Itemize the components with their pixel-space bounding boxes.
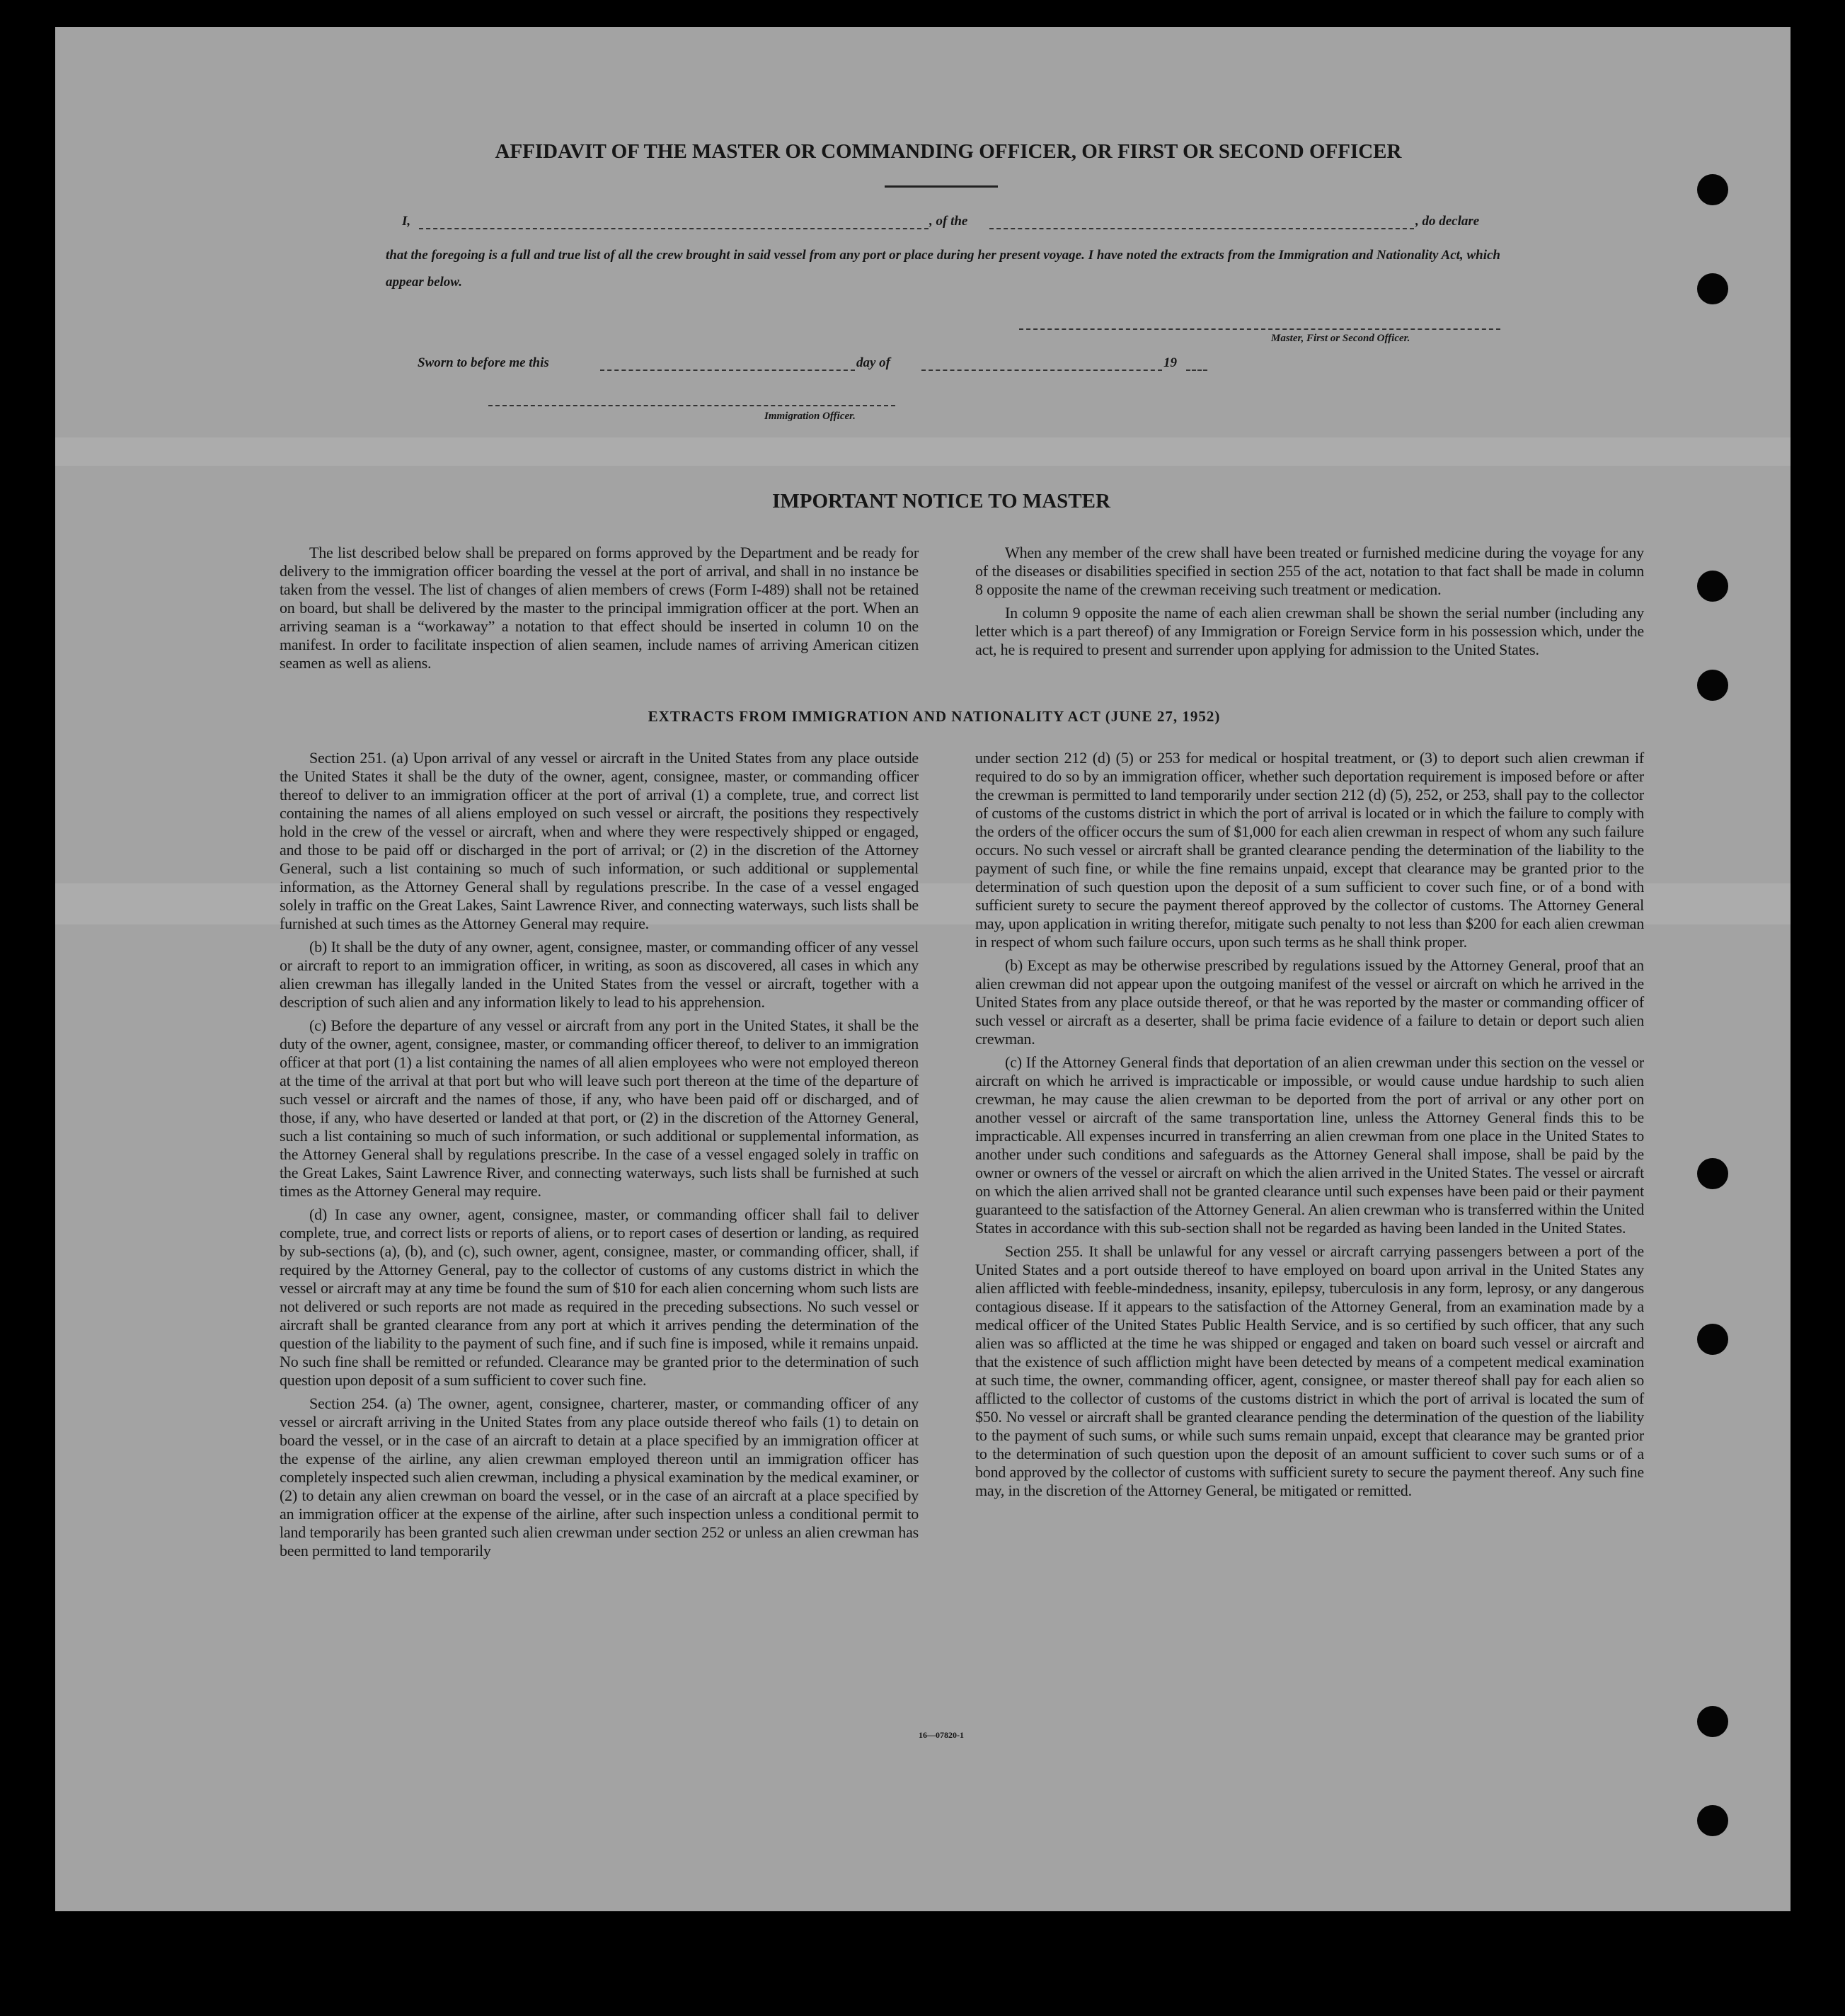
sworn-line	[418, 355, 1267, 377]
extracts-right-column	[975, 749, 1644, 1505]
statute-paragraph: under section 212 (d) (5) or 253 for medical or hospital treatment, or (3) to deport such alien crewman if required to do so by an immigration officer, whether such deportation requirement is imposed before or after the crewman is permitted to land temporarily under section 212 (d) (5), 252, or 253, shall pay to the collector of customs of the customs district in which the port of arrival is located or in which the failure to comply with the orders of the officer occurs the sum of $1,000 for each alien crewman in respect of whom any such failure occurs. No such vessel or aircraft shall be granted clearance pending the determination of the liability to the payment of such fine, or while the fine remains unpaid, except that clearance may be granted prior to the determination of such question upon the deposit of a sum sufficient to cover such fine, or of a bond with sufficient surety to secure the payment thereof approved by the collector of customs. The Attorney General may, upon application in writing therefor, mitigate such penalty to not less than $200 for each alien crewman in respect of whom such failure occurs, upon such terms as he shall think proper.	[975, 749, 1644, 951]
statute-paragraph: Section 255. It shall be unlawful for any vessel or aircraft carrying passengers between a port of the United States and a port outside thereof to have employed on board upon arrival in the United States any alien afflicted with feeble-mindedness, insanity, epilepsy, tuberculosis in any form, leprosy, or any dangerous contagious disease. If it appears to the satisfaction of the Attorney General, from an examination made by a medical officer of the United States Public Health Service, and is so certified by such officer, that any such alien was so afflicted at the time he was shipped or engaged and taken on board such vessel or aircraft and that the existence of such affliction might have been detected by means of a competent medical examination at such time, the owner, commanding officer, agent, consignee, or master thereof shall pay for each alien so afflicted to the collector of customs of the customs district in which the port of arrival is located the sum of $50. No vessel or aircraft shall be granted clearance pending the determination of the question of the liability to the payment of such sums, or while such sums remain unpaid, except that clearance may be granted prior to the determination of such question upon the deposit of an amount sufficient to cover such sums or of a bond approved by the collector of customs with sufficient surety to secure the payment thereof. Any such fine may, in the discretion of the Attorney General, be mitigated or remitted.	[975, 1242, 1644, 1499]
immigration-officer-signature-line[interactable]	[488, 405, 895, 406]
punch-hole-icon	[1697, 273, 1728, 304]
punch-hole-icon	[1697, 1158, 1728, 1189]
notice-title: IMPORTANT NOTICE TO MASTER	[772, 490, 1110, 512]
punch-hole-icon	[1697, 1706, 1728, 1737]
extracts-left-column	[280, 749, 919, 1565]
statute-paragraph: (d) In case any owner, agent, consignee, master, or commanding officer shall fail to deliver complete, true, and correct lists or reports of aliens, or to report cases of desertion or landing, as required by sub-sections (a), (b), and (c), such owner, agent, consignee, master, or commanding officer, shall, if required by the Attorney General, pay to the collector of customs of any customs district in which the vessel or aircraft may at any time be found the sum of $10 for each alien concerning whom such lists are not delivered or such reports are not made as required in the preceding subsections. No such vessel or aircraft shall be granted clearance from any port at which it arrives pending the determination of the question of the liability to the payment of such fine, and if such fine is imposed, while it remains unpaid. No such fine shall be remitted or refunded. Clearance may be granted prior to the determination of such question upon deposit of a sum sufficient to cover such fine.	[280, 1205, 919, 1389]
sworn-day-field[interactable]	[600, 370, 855, 371]
scan-band	[55, 437, 1791, 466]
punch-hole-icon	[1697, 670, 1728, 701]
statute-paragraph: (c) If the Attorney General finds that deportation of an alien crewman under this section on the vessel or aircraft on which he arrived is impracticable or impossible, or would cause undue hardship to such alien crewman, he may cause the alien crewman to be deported from the port of arrival or any other port on another vessel or aircraft of the same transportation line, unless the Attorney General finds this to be impracticable. All expenses incurred in transferring an alien crewman from one place in the United States to another under such conditions and safeguards as the Attorney General shall impose, shall be paid by the owner or owners of the vessel or aircraft on which the alien arrived in the United States. The vessel or aircraft on which the alien arrived shall not be granted clearance until such expenses have been paid or their payment guaranteed to the satisfaction of the Attorney General. An alien crewman who is transferred within the United States in accordance with this sub-section shall not be regarded as having been landed in the United States.	[975, 1053, 1644, 1237]
statute-paragraph: Section 254. (a) The owner, agent, consignee, charterer, master, or commanding officer of any vessel or aircraft arriving in the United States from any place outside thereof who fails (1) to detain on board the vessel, or in the case of an aircraft to detain at a place specified by an immigration officer at the expense of the airline, any alien crewman employed thereon until an immigration officer has completely inspected such alien crewman, including a physical examination by the medical examiner, or (2) to detain any alien crewman on board the vessel, or in the case of an aircraft at a place specified by an immigration officer at the expense of the airline, after such inspection unless a conditional permit to land temporarily has been granted such alien crewman under section 252 or unless an alien crewman has been permitted to land temporarily	[280, 1394, 919, 1559]
i-label: I,	[402, 214, 411, 229]
punch-hole-icon	[1697, 1805, 1728, 1836]
notice-paragraph: When any member of the crew shall have been treated or furnished medicine during the voyage for any of the diseases or disabilities specified in section 255 of the act, notation to that fact shall be made in column 8 opposite the name of the crewman receiving such treatment or medication.	[975, 544, 1644, 598]
statute-paragraph: (b) Except as may be otherwise prescribed by regulations issued by the Attorney General, proof that an alien crewman did not appear upon the outgoing manifest of the vessel or aircraft on which he arrived in the United States from any place outside thereof, or that he was reported by the master or commanding officer of such vessel or aircraft as a deserter, shall be prima facie evidence of a failure to detain or deport such alien crewman.	[975, 956, 1644, 1048]
day-of-label: day of	[856, 355, 891, 370]
master-signature-line[interactable]	[1019, 328, 1500, 330]
sworn-month-field[interactable]	[921, 370, 1162, 371]
name-field[interactable]	[419, 228, 929, 229]
punch-hole-icon	[1697, 1324, 1728, 1355]
title-rule	[885, 185, 998, 188]
declaration-line	[402, 214, 1506, 235]
statute-paragraph: (c) Before the departure of any vessel or aircraft from any port in the United States, it shall be the duty of the owner, agent, consignee, master, or commanding officer thereof, to deliver to an immigration officer at that port (1) a list containing the names of all alien employees who were not employed thereon at the time of the arrival at that port but who will leave such port thereon at the time of the departure of such vessel or aircraft and the names of those, if any, who have been paid off or discharged, and of those, if any, who have deserted or landed at that port, or (2) in the discretion of the Attorney General, such a list containing so much of such information, or such additional or supplemental information, as the Attorney General shall by regulations prescribe. In the case of a vessel engaged solely in traffic on the Great Lakes, Saint Lawrence River, and connecting waterways, such lists shall be furnished at such times as the Attorney General may require.	[280, 1016, 919, 1200]
notice-right-column	[975, 544, 1644, 664]
statute-paragraph: Section 251. (a) Upon arrival of any vessel or aircraft in the United States from any place outside the United States it shall be the duty of the owner, agent, consignee, master, or commanding officer thereof to deliver to an immigration officer at the port of arrival (1) a complete, true, and correct list containing the names of all aliens employed on such vessel or aircraft, the positions they respectively hold in the crew of the vessel or aircraft, when and where they were respectively shipped or engaged, and those to be paid off or discharged in the port of arrival; or (2) in the discretion of the Attorney General, such a list containing so much of such information, or such additional or supplemental information, as the Attorney General shall by regulations prescribe. In the case of a vessel engaged solely in traffic on the Great Lakes, Saint Lawrence River, and connecting waterways, such lists shall be furnished at such times as the Attorney General may require.	[280, 749, 919, 932]
immigration-officer-caption: Immigration Officer.	[764, 411, 856, 422]
master-signature-caption: Master, First or Second Officer.	[1271, 333, 1410, 344]
vessel-field[interactable]	[989, 228, 1414, 229]
extracts-title: EXTRACTS FROM IMMIGRATION AND NATIONALITY ACT (JUNE 27, 1952)	[648, 708, 1221, 725]
affidavit-title: AFFIDAVIT OF THE MASTER OR COMMANDING OFFICER, OR FIRST OR SECOND OFFICER	[495, 140, 1402, 163]
notice-paragraph: In column 9 opposite the name of each alien crewman shall be shown the serial number (including any letter which is a part thereof) of any Immigration or Foreign Service form in his possession which, under the act, he is required to present and surrender upon applying for admission to the United States.	[975, 604, 1644, 658]
notice-paragraph: The list described below shall be prepared on forms approved by the Department and be ready for delivery to the immigration officer boarding the vessel at the port of arrival, and shall in no instance be taken from the vessel. The list of changes of alien members of crews (Form I-489) shall not be retained on board, but shall be delivered by the master to the principal immigration officer at the port. When an arriving seaman is a “workaway” a notation to that effect should be inserted in column 10 on the manifest. In order to facilitate inspection of alien seamen, include names of arriving American citizen seamen as well as aliens.	[280, 544, 919, 672]
form-code: 16—07820-1	[919, 1730, 964, 1740]
punch-hole-icon	[1697, 571, 1728, 602]
notice-left-column	[280, 544, 919, 677]
declaration-statement: that the foregoing is a full and true list of all the crew brought in said vessel from any port or place during her present voyage. I have noted the extracts from the Immigration and Nationality Act, which appear below.	[386, 248, 1500, 290]
year-prefix: 19	[1163, 355, 1177, 370]
do-declare-label: , do declare	[1415, 214, 1480, 229]
statute-paragraph: (b) It shall be the duty of any owner, agent, consignee, master, or commanding officer of any vessel or aircraft to report to an immigration officer, in writing, as soon as discovered, all cases in which any alien crewman has illegally landed in the United States from the vessel or aircraft, together with a description of such alien and any information likely to lead to his apprehension.	[280, 938, 919, 1011]
sworn-label: Sworn to before me this	[418, 355, 549, 370]
of-the-label: , of the	[929, 214, 968, 229]
punch-hole-icon	[1697, 174, 1728, 205]
year-field[interactable]	[1186, 370, 1207, 371]
